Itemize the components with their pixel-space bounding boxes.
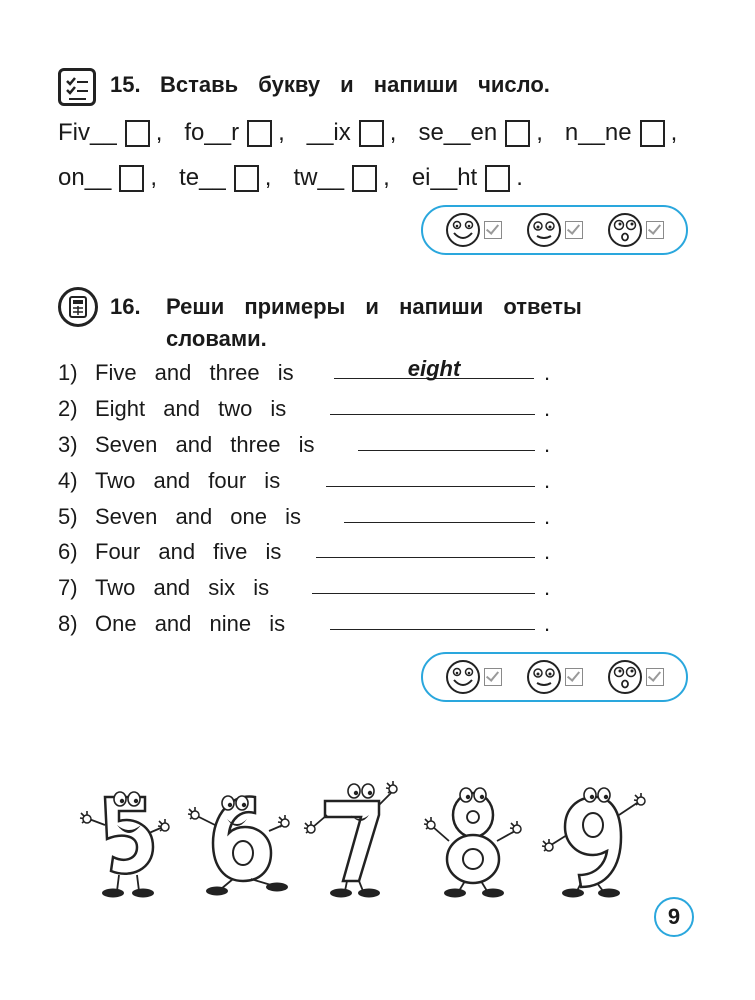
answer-box[interactable] bbox=[505, 120, 530, 147]
checklist-icon bbox=[58, 68, 96, 106]
answer-box[interactable] bbox=[247, 120, 272, 147]
checkbox[interactable] bbox=[484, 221, 502, 239]
answer-line[interactable] bbox=[330, 394, 535, 415]
answer-line[interactable] bbox=[344, 502, 535, 523]
word-six: __ix bbox=[306, 119, 351, 146]
word-ten: te__ bbox=[179, 164, 226, 191]
task-15-title: Вставь букву и напиши число. bbox=[160, 72, 550, 97]
self-assessment-rating-1 bbox=[421, 205, 688, 255]
word-fiv: Fiv__ bbox=[58, 119, 117, 146]
exercise-row: 6) Four and five is . bbox=[58, 539, 551, 564]
cartoon-six bbox=[188, 796, 289, 896]
answer-box[interactable] bbox=[352, 165, 377, 192]
answer-line[interactable]: eight bbox=[334, 358, 534, 379]
answer-box[interactable] bbox=[359, 120, 384, 147]
smiling-face-icon bbox=[526, 212, 562, 248]
cartoon-nine bbox=[542, 788, 645, 898]
answer-box[interactable] bbox=[640, 120, 665, 147]
checkbox[interactable] bbox=[646, 668, 664, 686]
calculator-icon bbox=[58, 287, 98, 327]
confused-face-icon bbox=[607, 212, 643, 248]
answer-line[interactable] bbox=[316, 537, 535, 558]
checkbox[interactable] bbox=[646, 221, 664, 239]
exercise-row: 5) Seven and one is . bbox=[58, 504, 551, 529]
task-16-title: Реши примеры и напиши ответы bbox=[166, 294, 582, 319]
word-eight: ei__ht bbox=[411, 164, 478, 191]
checkbox[interactable] bbox=[565, 668, 583, 686]
checkbox[interactable] bbox=[565, 221, 583, 239]
task-16-title-continued: словами. bbox=[166, 326, 267, 351]
cartoon-numbers-illustration bbox=[75, 775, 665, 900]
task-15-row-1: Fiv__ , fo__r , __ix , se__en , n__ne , bbox=[58, 119, 678, 146]
exercise-row: 1) Five and three is eight . bbox=[58, 356, 551, 385]
answer-line[interactable] bbox=[330, 609, 535, 630]
page-number: 9 bbox=[654, 897, 694, 937]
answer-box[interactable] bbox=[119, 165, 144, 192]
confused-face-icon bbox=[607, 659, 643, 695]
task-16-number: 16. bbox=[110, 294, 141, 319]
exercise-row: 2) Eight and two is . bbox=[58, 396, 551, 421]
word-four: fo__r bbox=[184, 119, 240, 146]
exercise-row: 8) One and nine is . bbox=[58, 611, 551, 636]
word-one: on__ bbox=[58, 164, 112, 191]
task-15-row-2: on__ , te__ , tw__ , ei__ht . bbox=[58, 164, 523, 191]
word-two: tw__ bbox=[293, 164, 345, 191]
answer-box[interactable] bbox=[234, 165, 259, 192]
cartoon-five bbox=[80, 792, 169, 898]
answer-line[interactable] bbox=[312, 573, 535, 594]
word-nine: n__ne bbox=[564, 119, 632, 146]
cartoon-seven bbox=[304, 781, 397, 898]
self-assessment-rating-2 bbox=[421, 652, 688, 702]
exercise-row: 3) Seven and three is . bbox=[58, 432, 551, 457]
smiling-face-icon bbox=[526, 659, 562, 695]
answer-line[interactable] bbox=[326, 466, 535, 487]
answer-box[interactable] bbox=[485, 165, 510, 192]
happy-face-icon bbox=[445, 659, 481, 695]
checkbox[interactable] bbox=[484, 668, 502, 686]
exercise-row: 7) Two and six is . bbox=[58, 575, 551, 600]
exercise-row: 4) Two and four is . bbox=[58, 468, 551, 493]
answer-box[interactable] bbox=[125, 120, 150, 147]
cartoon-eight bbox=[424, 788, 521, 898]
word-seven: se__en bbox=[418, 119, 498, 146]
happy-face-icon bbox=[445, 212, 481, 248]
answer-line[interactable] bbox=[358, 430, 535, 451]
task-15-number: 15. bbox=[110, 72, 141, 97]
